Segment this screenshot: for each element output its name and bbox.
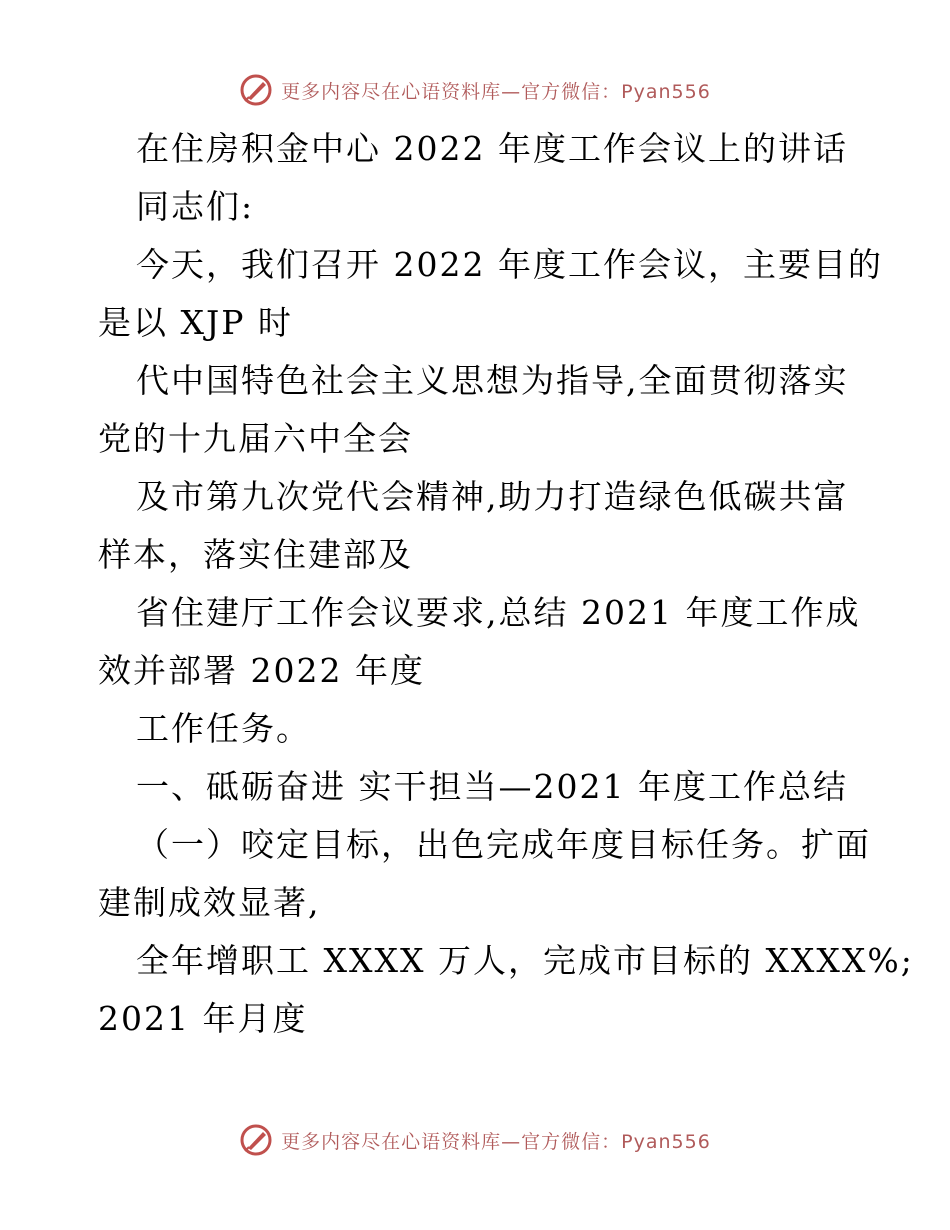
document-body [98, 120, 914, 1048]
watermark-text: 更多内容尽在心语资料库—官方微信：Pyan556 [281, 80, 711, 103]
doc-line: 同志们: [136, 187, 255, 226]
doc-line: 党的十九届六中全会 [98, 419, 413, 458]
doc-line: 在住房积金中心 2022 年度工作会议上的讲话 [136, 129, 848, 168]
watermark-text: 更多内容尽在心语资料库—官方微信：Pyan556 [281, 1130, 711, 1153]
doc-line: 2021 年月度 [98, 999, 308, 1038]
doc-line: 效并部署 2022 年度 [98, 651, 425, 690]
doc-line: 代中国特色社会主义思想为指导,全面贯彻落实 [136, 361, 849, 400]
doc-line: 及市第九次党代会精神,助力打造绿色低碳共富 [136, 477, 849, 516]
watermark-footer [0, 1120, 950, 1160]
doc-line: 一、砥砺奋进 实干担当—2021 年度工作总结 [136, 767, 848, 806]
doc-line: 样本，落实住建部及 [98, 535, 413, 574]
doc-line: 省住建厅工作会议要求,总结 2021 年度工作成 [136, 593, 861, 632]
doc-line: （一）咬定目标，出色完成年度目标任务。扩面 [136, 825, 871, 864]
quill-logo-icon [239, 73, 273, 107]
watermark-header [0, 70, 950, 110]
doc-line: 是以 XJP 时 [98, 303, 293, 342]
doc-line: 今天，我们召开 2022 年度工作会议，主要目的 [136, 245, 883, 284]
doc-line: 建制成效显著, [98, 883, 321, 922]
quill-logo-icon [239, 1123, 273, 1157]
doc-line: 工作任务。 [136, 709, 311, 748]
doc-line: 全年增职工 XXXX 万人，完成市目标的 XXXX%; [136, 941, 914, 980]
